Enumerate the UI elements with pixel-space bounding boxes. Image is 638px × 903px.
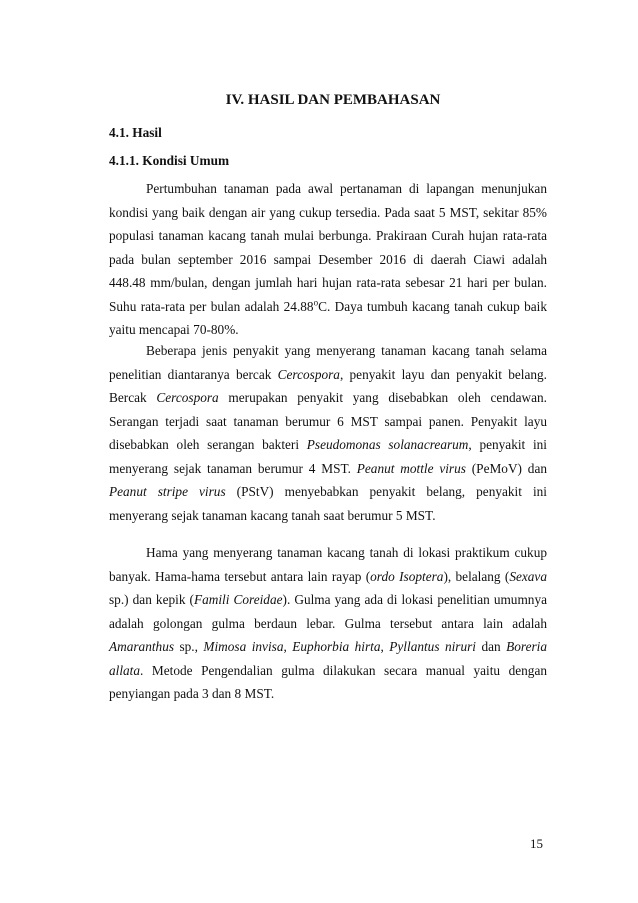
- italic-term: Mimosa invisa: [203, 639, 284, 654]
- paragraph-general-condition: [109, 177, 547, 342]
- text-run: ). Gulma yang ada di lokasi penelitian umumnya adalah golongan gulma berdaun lebar. Gulma tersebut antara lain adalah: [109, 592, 547, 631]
- italic-term: Peanut mottle virus: [356, 460, 466, 476]
- text-run: C. Daya tumbuh kacang tanah cukup baik yaitu mencapai 70-80%.: [109, 298, 547, 337]
- superscript: o: [313, 297, 319, 308]
- text-run: , penyakit layu dan penyakit belang. Bercak: [109, 366, 547, 405]
- text-run: ,: [380, 639, 390, 654]
- chapter-title: IV. HASIL DAN PEMBAHASAN: [225, 92, 441, 108]
- text-run: Beberapa jenis penyakit yang menyerang tanaman kacang tanah selama penelitian diantaranya bercak: [109, 343, 547, 382]
- section-heading: 4.1. Hasil: [109, 125, 162, 140]
- italic-term: Cercospora: [156, 390, 219, 405]
- italic-term: Pyllantus niruri: [389, 639, 477, 654]
- paragraph-diseases: [109, 339, 547, 527]
- text-run: Hama yang menyerang tanaman kacang tanah di lokasi praktikum cukup banyak. Hama-hama tersebut antara lain rayap (: [109, 545, 547, 584]
- text-run: sp.) dan kepik (: [109, 592, 194, 607]
- text-run: sp.,: [174, 639, 204, 654]
- italic-term: Sexava: [509, 568, 547, 584]
- text-run: , penyakit ini menyerang sejak tanaman berumur 4 MST.: [109, 437, 548, 476]
- subsection-heading: 4.1.1. Kondisi Umum: [109, 153, 230, 168]
- italic-term: Cercospora: [277, 366, 340, 382]
- paragraph-pests-weeds: [109, 541, 547, 706]
- page-number: 15: [530, 836, 543, 851]
- text-run: ,: [283, 639, 293, 654]
- text-run: (PeMoV) dan: [465, 460, 547, 476]
- italic-term: Peanut stripe virus: [109, 484, 226, 499]
- italic-term: Boreria allata: [109, 639, 548, 678]
- italic-term: Pseudomonas solanacrearum: [306, 437, 469, 452]
- text-run: merupakan penyakit yang disebabkan oleh cendawan. Serangan terjadi saat tanaman berumur 6 MST sampai panen. Penyakit layu disebabkan oleh serangan bakteri: [109, 390, 547, 452]
- text-run: ), belalang (: [443, 568, 510, 584]
- italic-term: Euphorbia hirta: [292, 639, 381, 654]
- italic-term: Amaranthus: [109, 639, 175, 654]
- text-run: (PStV) menyebabkan penyakit belang, penyakit ini menyerang sejak tanaman kacang tanah saat berumur 5 MST.: [109, 484, 547, 523]
- text-run: dan: [476, 639, 507, 654]
- text-run: . Metode Pengendalian gulma dilakukan secara manual yaitu dengan penyiangan pada 3 dan 8 MST.: [109, 662, 547, 701]
- italic-term: Famili Coreidae: [193, 592, 283, 607]
- italic-term: ordo Isoptera: [370, 568, 444, 584]
- text-run: Pertumbuhan tanaman pada awal pertanaman di lapangan menunjukan kondisi yang baik dengan air yang cukup tersedia. Pada saat 5 MST, sekitar 85% populasi tanaman kacang tanah mulai berbunga. Prakiraan Curah hujan rata-rata pada bulan september 2016 sampai Desember 2016 di daerah Ciawi adalah 448.48 mm/bulan, dengan jumlah hari hujan rata-rata sebesar 21 hari per bulan. Suhu rata-rata per bulan adalah 24.88: [109, 181, 547, 314]
